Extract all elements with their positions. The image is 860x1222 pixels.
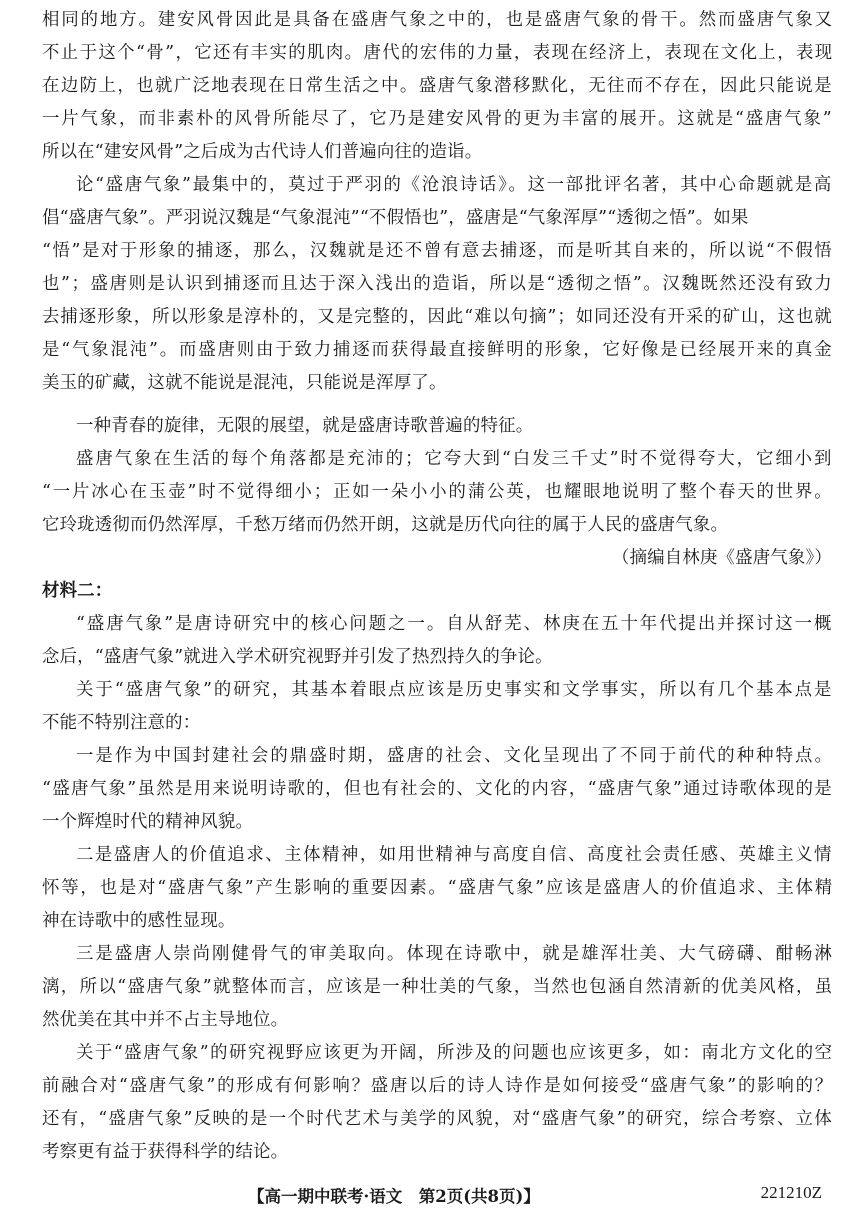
- text-line: 是“气象混沌”。而盛唐则由于致力捕逐而获得最直接鲜明的形象，它好像是已经展开来的真金: [42, 340, 834, 360]
- text-line: 它玲珑透彻而仍然浑厚，千愁万绪而仍然开朗，这就是历代向往的属于人民的盛唐气象。: [42, 515, 729, 535]
- paragraph-first-line: 盛唐气象在生活的每个角落都是充沛的；它夸大到“白发三千丈”时不觉得夸大，它细小到: [76, 449, 834, 469]
- text-line: 怀等，也是对“盛唐气象”产生影响的重要因素。“盛唐气象”应该是盛唐人的价值追求、主体精: [42, 878, 835, 898]
- text-line: 去捕逐形象，所以形象是淳朴的，又是完整的，因此“难以句摘”；如同还没有开采的矿山，这也就: [42, 307, 833, 327]
- text-line: 一个辉煌时代的精神风貌。: [42, 812, 254, 832]
- text-line: 所以在“建安风骨”之后成为古代诗人们普遍向往的造诣。: [42, 142, 483, 162]
- text-line: 神在诗歌中的感性显现。: [42, 911, 236, 931]
- text-line: 不能不特别注意的：: [42, 713, 201, 733]
- paragraph-first-line: 论“盛唐气象”最集中的，莫过于严羽的《沧浪诗话》。这一部批评名著，其中心命题就是高: [76, 175, 834, 195]
- text-line: “悟”是对于形象的捕逐，那么，汉魏就是还不曾有意去捕逐，而是听其自来的，所以说“不假悟: [42, 241, 834, 261]
- text-line: 美玉的矿藏，这就不能说是混沌，只能说是浑厚了。: [42, 373, 447, 393]
- text-line: 还有，“盛唐气象”反映的是一个时代艺术与美学的风貌，对“盛唐气象”的研究，综合考察、立体: [42, 1109, 834, 1129]
- exam-page-info: 【高一期中联考·语文 第2页(共8页)】: [248, 1187, 540, 1206]
- text-line: 也”；盛唐则是认识到捕逐而且达于深入浅出的造诣，所以是“透彻之悟”。汉魏既然还没有致力: [42, 274, 834, 294]
- text-line: 漓，所以“盛唐气象”就整体而言，应该是一种壮美的气象，当然也包涵自然清新的优美风格，虽: [42, 977, 834, 997]
- paragraph-first-line: 三是盛唐人崇尚刚健骨气的审美取向。体现在诗歌中，就是雄浑壮美、大气磅礴、酣畅淋: [76, 944, 834, 964]
- text-line: 念后，“盛唐气象”就进入学术研究视野并引发了热烈持久的争论。: [42, 647, 553, 667]
- text-line: 前融合对“盛唐气象”的形成有何影响？盛唐以后的诗人诗作是如何接受“盛唐气象”的影响的？: [42, 1076, 835, 1096]
- paragraph-first-line: 二是盛唐人的价值追求、主体精神，如用世精神与高度自信、高度社会责任感、英雄主义情: [76, 845, 833, 865]
- paragraph-first-line: 一种青春的旋律，无限的展望，就是盛唐诗歌普遍的特征。: [76, 416, 534, 436]
- text-line: 一片气象，而非素朴的风骨所能尽了，它乃是建安风骨的更为丰富的展开。这就是“盛唐气象”: [42, 109, 834, 129]
- paragraph-first-line: “盛唐气象”是唐诗研究中的核心问题之一。自从舒芜、林庚在五十年代提出并探讨这一概: [76, 614, 834, 634]
- text-line: 相同的地方。建安风骨因此是具备在盛唐气象之中的，也是盛唐气象的骨干。然而盛唐气象又: [42, 10, 834, 30]
- section-heading: 材料二：: [42, 581, 113, 601]
- exam-code: 221210Z: [760, 1183, 822, 1202]
- text-line: 然优美在其中并不占主导地位。: [42, 1010, 289, 1030]
- page-footer: [0, 1183, 860, 1213]
- source-citation: （摘编自林庚《盛唐气象》）: [612, 548, 832, 568]
- text-line: 不止于这个“骨”，它还有丰实的肌肉。唐代的宏伟的力量，表现在经济上，表现在文化上，表现: [42, 43, 834, 63]
- text-line: 考察更有益于获得科学的结论。: [42, 1142, 289, 1162]
- text-line: “一片冰心在玉壶”时不觉得细小；正如一朵小小的蒲公英，也耀眼地说明了整个春天的世界。: [42, 482, 834, 502]
- paragraph-first-line: 关于“盛唐气象”的研究，其基本着眼点应该是历史事实和文学事实，所以有几个基本点是: [76, 680, 834, 700]
- paragraph-first-line: 一是作为中国封建社会的鼎盛时期，盛唐的社会、文化呈现出了不同于前代的种种特点。: [76, 746, 834, 766]
- text-line: 倡“盛唐气象”。严羽说汉魏是“气象混沌”“不假悟也”，盛唐是“气象浑厚”“透彻之悟”。如果: [42, 208, 749, 228]
- text-line: “盛唐气象”虽然是用来说明诗歌的，但也有社会的、文化的内容，“盛唐气象”通过诗歌体现的是: [42, 779, 834, 799]
- paragraph-first-line: 关于“盛唐气象”的研究视野应该更为开阔，所涉及的问题也应该更多，如：南北方文化的空: [76, 1043, 834, 1063]
- text-line: 在边防上，也就广泛地表现在日常生活之中。盛唐气象潜移默化，无往而不存在，因此只能说是: [42, 76, 834, 96]
